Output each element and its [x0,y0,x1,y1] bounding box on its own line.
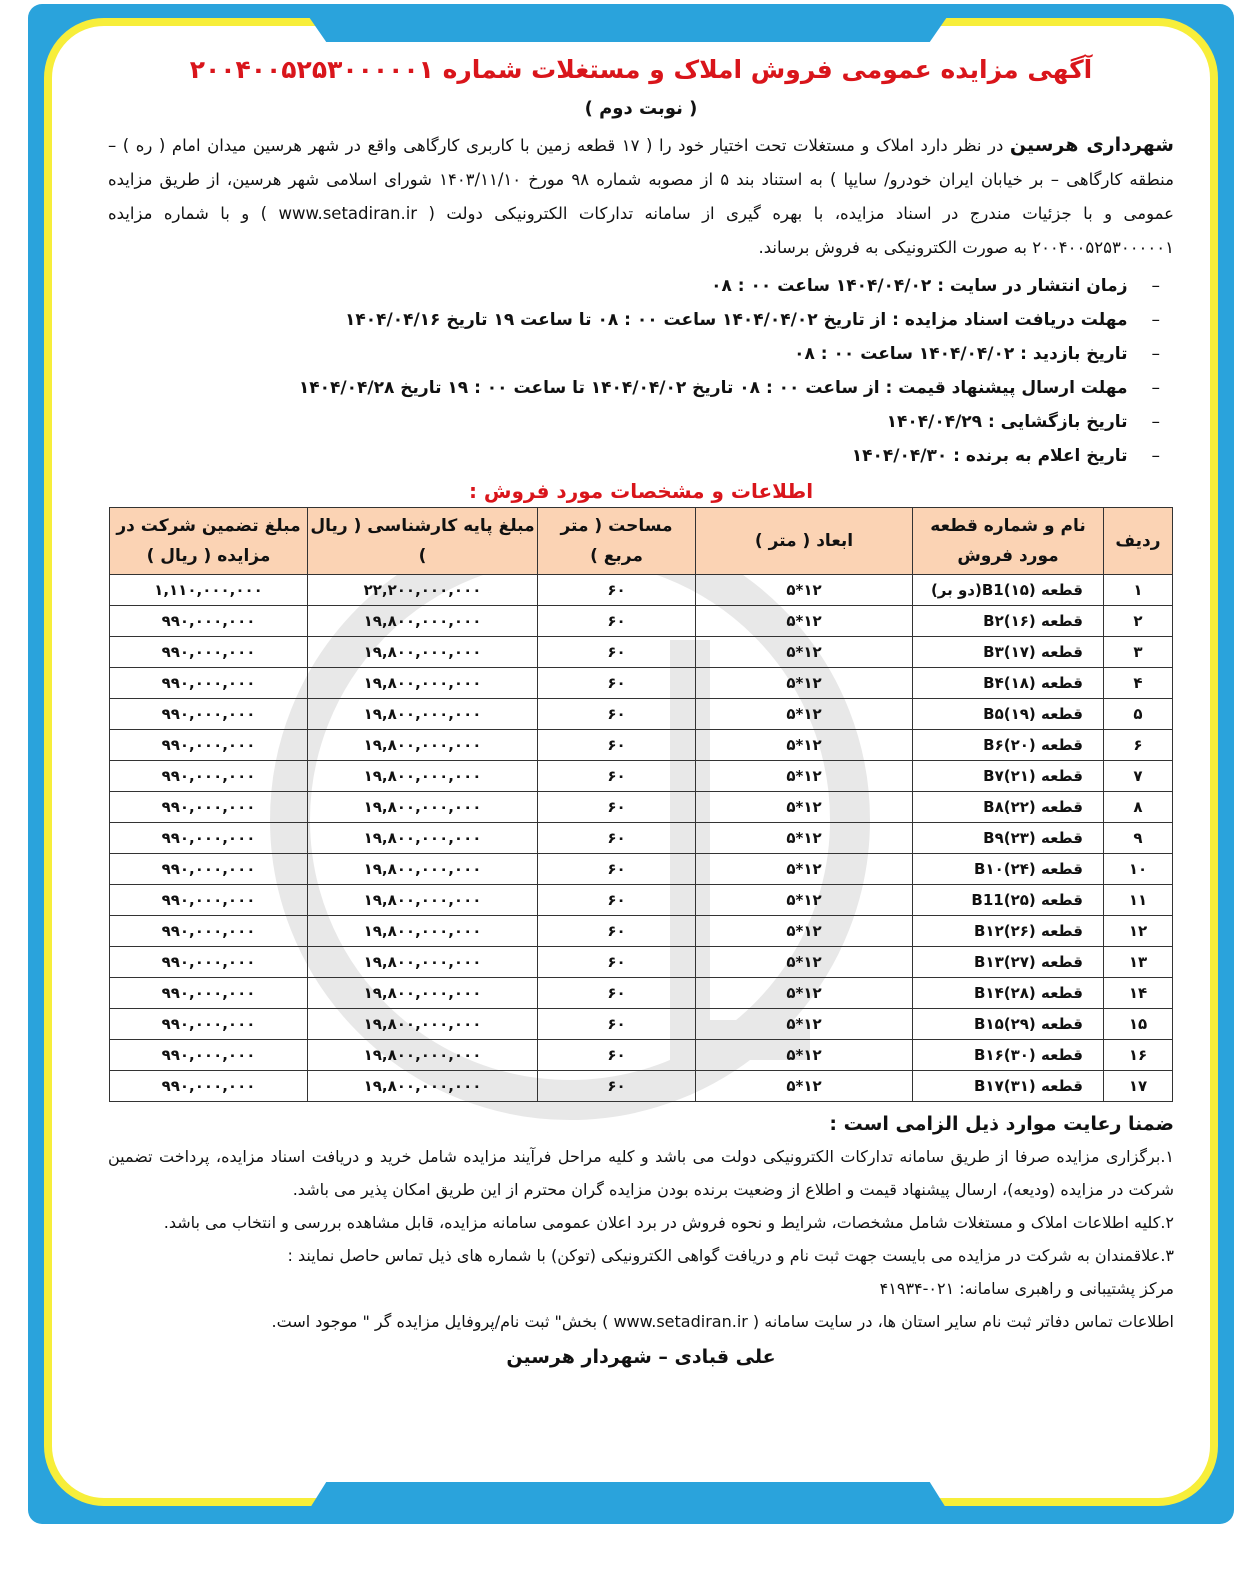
cell-base-price: ۱۹,۸۰۰,۰۰۰,۰۰۰ [308,1040,538,1071]
cell-guarantee: ۹۹۰,۰۰۰,۰۰۰ [110,761,308,792]
round-label: ( نوبت دوم ) [584,98,698,119]
cell-area: ۶۰ [538,730,696,761]
cell-area: ۶۰ [538,947,696,978]
cell-area: ۶۰ [538,1009,696,1040]
cell-area: ۶۰ [538,1071,696,1102]
cell-dimensions: ۱۲*۵ [696,978,913,1009]
cell-row-number: ۱۵ [1104,1009,1173,1040]
cell-guarantee: ۹۹۰,۰۰۰,۰۰۰ [110,978,308,1009]
cell-plot-name: قطعه B۴(۱۸) [913,668,1104,699]
top-banner-shape [300,4,956,42]
properties-table [109,507,1173,1102]
cell-plot-name: قطعه B۱۵(۲۹) [913,1009,1104,1040]
cell-plot-name: قطعه B۲(۱۶) [913,606,1104,637]
cell-dimensions: ۱۲*۵ [696,637,913,668]
table-row [110,1071,1173,1102]
cell-dimensions: ۱۲*۵ [696,854,913,885]
cell-plot-name: قطعه B۸(۲۲) [913,792,1104,823]
cell-area: ۶۰ [538,606,696,637]
section-title: اطلاعات و مشخصات مورد فروش : [468,479,814,503]
cell-guarantee: ۹۹۰,۰۰۰,۰۰۰ [110,1071,308,1102]
cell-plot-name: قطعه B11(۲۵) [913,885,1104,916]
cell-dimensions: ۱۲*۵ [696,575,913,606]
note-item: ۲.کلیه اطلاعات املاک و مستغلات شامل مشخصات، شرایط و نحوه فروش در برد اعلان عمومی سامانه مزایده، قابل مشاهده بررسی و انتخاب می باشد. [163,1213,1174,1232]
cell-guarantee: ۱,۱۱۰,۰۰۰,۰۰۰ [110,575,308,606]
cell-guarantee: ۹۹۰,۰۰۰,۰۰۰ [110,730,308,761]
cell-base-price: ۱۹,۸۰۰,۰۰۰,۰۰۰ [308,637,538,668]
cell-area: ۶۰ [538,823,696,854]
cell-base-price: ۱۹,۸۰۰,۰۰۰,۰۰۰ [308,699,538,730]
note-item: ۳.علاقمندان به شرکت در مزایده می بایست جهت ثبت نام و دریافت گواهی الکترونیکی (توکن) با شماره های ذیل تماس حاصل نمایند : [287,1246,1174,1265]
col-header-row-number: ردیف [1104,508,1173,575]
notes-heading: ضمنا رعایت موارد ذیل الزامی است : [829,1113,1174,1135]
cell-guarantee: ۹۹۰,۰۰۰,۰۰۰ [110,885,308,916]
cell-area: ۶۰ [538,978,696,1009]
table-row [110,575,1173,606]
cell-base-price: ۱۹,۸۰۰,۰۰۰,۰۰۰ [308,668,538,699]
date-item: – زمان انتشار در سایت : ۱۴۰۴/۰۴/۰۲ ساعت ۰۰ : ۰۸ [108,269,1160,303]
note-item: اطلاعات تماس دفاتر ثبت نام سایر استان ها، در سایت سامانه ( www.setadiran.ir ) بخش" ثبت نام/پروفایل مزایده گر " موجود است. [271,1312,1174,1331]
cell-row-number: ۸ [1104,792,1173,823]
cell-base-price: ۱۹,۸۰۰,۰۰۰,۰۰۰ [308,730,538,761]
cell-row-number: ۱۰ [1104,854,1173,885]
cell-plot-name: قطعه B۱۴(۲۸) [913,978,1104,1009]
cell-guarantee: ۹۹۰,۰۰۰,۰۰۰ [110,823,308,854]
cell-row-number: ۱۳ [1104,947,1173,978]
col-header-dimensions: ابعاد ( متر ) [696,508,913,575]
cell-guarantee: ۹۹۰,۰۰۰,۰۰۰ [110,668,308,699]
cell-guarantee: ۹۹۰,۰۰۰,۰۰۰ [110,947,308,978]
cell-dimensions: ۱۲*۵ [696,792,913,823]
cell-area: ۶۰ [538,854,696,885]
cell-area: ۶۰ [538,699,696,730]
table-row [110,916,1173,947]
cell-plot-name: قطعه B۵(۱۹) [913,699,1104,730]
date-item: – مهلت ارسال پیشنهاد قیمت : از ساعت ۰۰ : ۰۸ تاریخ ۱۴۰۴/۰۴/۰۲ تا ساعت ۰۰ : ۱۹ تاریخ ۱۴۰۴/۰۴/۲۸ [108,371,1160,405]
cell-row-number: ۱ [1104,575,1173,606]
cell-plot-name: قطعه B۳(۱۷) [913,637,1104,668]
notes-section [108,1108,1174,1338]
cell-plot-name: قطعه B۱۰(۲۴) [913,854,1104,885]
table-row [110,1009,1173,1040]
col-header-base-price: مبلغ پایه کارشناسی ( ریال ) [308,508,538,575]
bottom-banner-shape [300,1482,956,1524]
date-item: – تاریخ بازدید : ۱۴۰۴/۰۴/۰۲ ساعت ۰۰ : ۰۸ [108,337,1160,371]
cell-base-price: ۱۹,۸۰۰,۰۰۰,۰۰۰ [308,1009,538,1040]
cell-row-number: ۴ [1104,668,1173,699]
cell-dimensions: ۱۲*۵ [696,699,913,730]
cell-guarantee: ۹۹۰,۰۰۰,۰۰۰ [110,792,308,823]
notice [108,50,1174,1368]
col-header-area: مساحت ( متر مربع ) [538,508,696,575]
cell-dimensions: ۱۲*۵ [696,885,913,916]
cell-row-number: ۲ [1104,606,1173,637]
cell-area: ۶۰ [538,668,696,699]
cell-row-number: ۵ [1104,699,1173,730]
intro-text: در نظر دارد املاک و مستغلات تحت اختیار خود را ( ۱۷ قطعه زمین با کاربری کارگاهی واقع در شهر هرسین میدان امام ( ره ) – منطقه کارگاهی – بر خیابان ایران خودرو/ سایپا ) به استناد بند ۵ از مصوبه شماره ۹۸ مورخ ۱۴۰۳/۱۱/۱۰ شورای اسلامی شهر هرسین، از طریق مزایده عمومی و با جزئیات مندرج در اسناد مزایده، با بهره گیری از سامانه تدارکات الکترونیکی دولت ( www.setadiran.ir ) و با شماره مزایده ۲۰۰۴۰۰۵۲۵۳۰۰۰۰۰۱ به صورت الکترونیکی به فروش برساند. [108,136,1174,257]
cell-area: ۶۰ [538,916,696,947]
cell-guarantee: ۹۹۰,۰۰۰,۰۰۰ [110,1009,308,1040]
table-row [110,1040,1173,1071]
cell-row-number: ۱۷ [1104,1071,1173,1102]
date-item: – تاریخ اعلام به برنده : ۱۴۰۴/۰۴/۳۰ [108,439,1160,473]
cell-area: ۶۰ [538,761,696,792]
cell-row-number: ۷ [1104,761,1173,792]
cell-base-price: ۱۹,۸۰۰,۰۰۰,۰۰۰ [308,761,538,792]
table-row [110,792,1173,823]
municipality-name: شهرداری هرسین [1009,134,1174,156]
cell-plot-name: قطعه B۶(۲۰) [913,730,1104,761]
signature: علی قبادی – شهردار هرسین [506,1346,776,1368]
cell-base-price: ۱۹,۸۰۰,۰۰۰,۰۰۰ [308,1071,538,1102]
date-item: – تاریخ بازگشایی : ۱۴۰۴/۰۴/۲۹ [108,405,1160,439]
dates-list [108,269,1174,473]
cell-guarantee: ۹۹۰,۰۰۰,۰۰۰ [110,854,308,885]
cell-row-number: ۳ [1104,637,1173,668]
table-row [110,978,1173,1009]
cell-dimensions: ۱۲*۵ [696,606,913,637]
cell-dimensions: ۱۲*۵ [696,1071,913,1102]
intro-paragraph [108,128,1174,265]
col-header-name: نام و شماره قطعه مورد فروش [913,508,1104,575]
cell-base-price: ۱۹,۸۰۰,۰۰۰,۰۰۰ [308,792,538,823]
col-header-guarantee: مبلغ تضمین شرکت در مزایده ( ریال ) [110,508,308,575]
cell-base-price: ۲۲,۲۰۰,۰۰۰,۰۰۰ [308,575,538,606]
cell-base-price: ۱۹,۸۰۰,۰۰۰,۰۰۰ [308,823,538,854]
cell-guarantee: ۹۹۰,۰۰۰,۰۰۰ [110,637,308,668]
cell-dimensions: ۱۲*۵ [696,761,913,792]
cell-plot-name: قطعه B۹(۲۳) [913,823,1104,854]
cell-area: ۶۰ [538,885,696,916]
table-row [110,637,1173,668]
table-row [110,885,1173,916]
cell-guarantee: ۹۹۰,۰۰۰,۰۰۰ [110,916,308,947]
cell-guarantee: ۹۹۰,۰۰۰,۰۰۰ [110,1040,308,1071]
cell-dimensions: ۱۲*۵ [696,668,913,699]
table-body [110,575,1173,1102]
cell-plot-name: قطعه B۱۷(۳۱) [913,1071,1104,1102]
table-row [110,947,1173,978]
cell-row-number: ۱۶ [1104,1040,1173,1071]
cell-row-number: ۹ [1104,823,1173,854]
cell-area: ۶۰ [538,575,696,606]
cell-base-price: ۱۹,۸۰۰,۰۰۰,۰۰۰ [308,885,538,916]
table-row [110,606,1173,637]
table-row [110,699,1173,730]
cell-guarantee: ۹۹۰,۰۰۰,۰۰۰ [110,699,308,730]
table-row [110,730,1173,761]
cell-row-number: ۱۱ [1104,885,1173,916]
cell-base-price: ۱۹,۸۰۰,۰۰۰,۰۰۰ [308,606,538,637]
cell-row-number: ۶ [1104,730,1173,761]
cell-base-price: ۱۹,۸۰۰,۰۰۰,۰۰۰ [308,854,538,885]
notice-title: آگهی مزایده عمومی فروش املاک و مستغلات شماره ۲۰۰۴۰۰۵۲۵۳۰۰۰۰۰۱ [189,55,1093,84]
cell-dimensions: ۱۲*۵ [696,1040,913,1071]
note-item: ۱.برگزاری مزایده صرفا از طریق سامانه تدارکات الکترونیکی دولت می باشد و کلیه مراحل فرآیند مزایده شامل خرید و دریافت اسناد مزایده، پرداخت تضمین شرکت در مزایده (ودیعه)، ارسال پیشنهاد قیمت و اطلاع از وضعیت برنده بودن مزایده گران محترم از این طریق امکان پذیر می باشد. [108,1147,1174,1199]
note-item: مرکز پشتیبانی و راهبری سامانه: ۰۲۱-۴۱۹۳۴ [879,1279,1174,1298]
cell-area: ۶۰ [538,637,696,668]
cell-dimensions: ۱۲*۵ [696,916,913,947]
cell-plot-name: قطعه B۷(۲۱) [913,761,1104,792]
cell-row-number: ۱۲ [1104,916,1173,947]
cell-area: ۶۰ [538,792,696,823]
cell-plot-name: قطعه B۱۶(۳۰) [913,1040,1104,1071]
cell-base-price: ۱۹,۸۰۰,۰۰۰,۰۰۰ [308,947,538,978]
cell-guarantee: ۹۹۰,۰۰۰,۰۰۰ [110,606,308,637]
cell-plot-name: قطعه B۱۳(۲۷) [913,947,1104,978]
cell-dimensions: ۱۲*۵ [696,730,913,761]
cell-dimensions: ۱۲*۵ [696,1009,913,1040]
cell-base-price: ۱۹,۸۰۰,۰۰۰,۰۰۰ [308,916,538,947]
cell-dimensions: ۱۲*۵ [696,823,913,854]
date-item: – مهلت دریافت اسناد مزایده : از تاریخ ۱۴۰۴/۰۴/۰۲ ساعت ۰۰ : ۰۸ تا ساعت ۱۹ تاریخ ۱۴۰۴/۰۴/۱۶ [108,303,1160,337]
cell-dimensions: ۱۲*۵ [696,947,913,978]
table-row [110,668,1173,699]
cell-base-price: ۱۹,۸۰۰,۰۰۰,۰۰۰ [308,978,538,1009]
cell-row-number: ۱۴ [1104,978,1173,1009]
cell-plot-name: قطعه B۱۲(۲۶) [913,916,1104,947]
table-row [110,761,1173,792]
cell-area: ۶۰ [538,1040,696,1071]
table-row [110,854,1173,885]
cell-plot-name: قطعه B1(۱۵)(دو بر) [913,575,1104,606]
table-row [110,823,1173,854]
